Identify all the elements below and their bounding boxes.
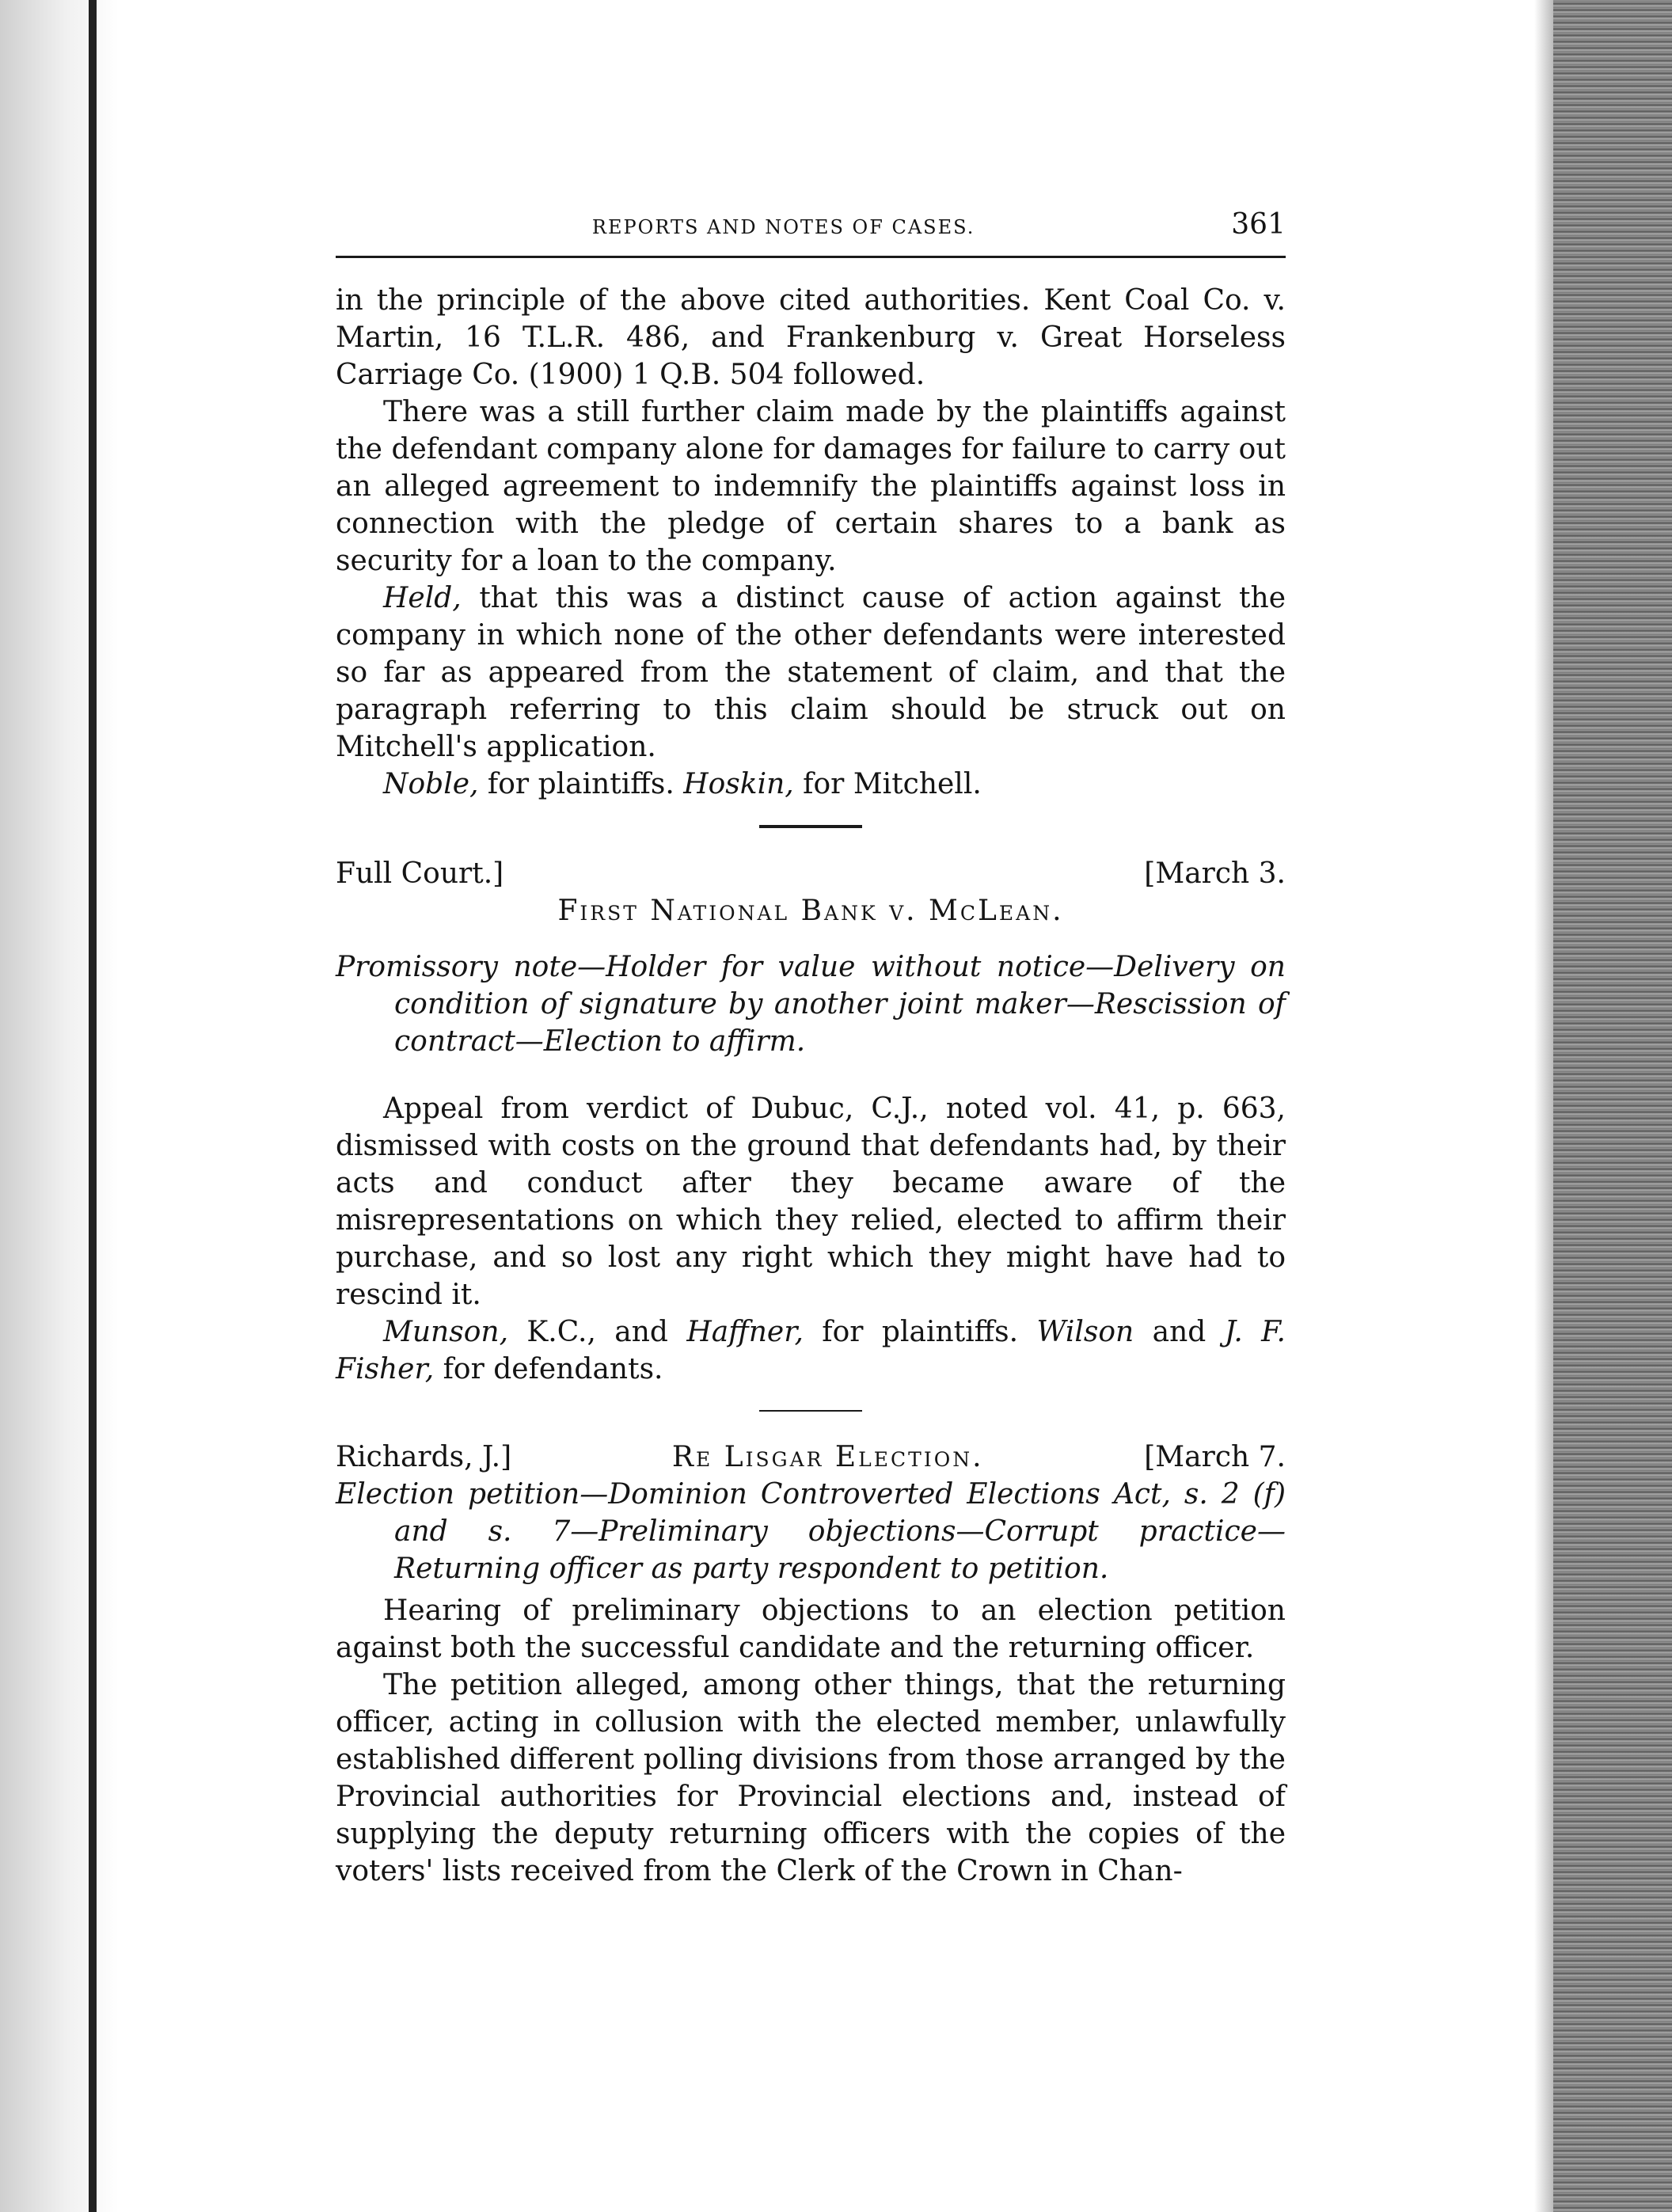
- counsel-name: Noble,: [383, 768, 479, 800]
- paragraph-further-claim: There was a still further claim made by the plaintiffs against the defendant company alone for damages for failure to carry out an alleged agreement to indemnify the plaintiffs against loss in connection with the pledge of certain shares to a bank as security for a loan to the company.: [336, 396, 1286, 577]
- court-name: Full Court.]: [336, 857, 504, 890]
- section-divider: [759, 825, 862, 828]
- counsel-name: Munson,: [383, 1316, 509, 1348]
- counsel-name: J. F. Fisher,: [336, 1316, 1286, 1385]
- case-title: Re Lisgar Election.: [671, 1441, 984, 1473]
- counsel-role: for plaintiffs.: [478, 768, 684, 800]
- case-heading-line: [336, 1439, 1286, 1476]
- counsel-role: and: [1134, 1316, 1225, 1348]
- page-header: [336, 206, 1286, 258]
- page-stack-edge: [1553, 0, 1672, 2212]
- catchwords: Promissory note—Holder for value without notice—Delivery on condition of signature by another joint maker—Rescission of contract—Election to affirm.: [336, 951, 1286, 1058]
- counsel-role: for plaintiffs.: [803, 1316, 1037, 1348]
- held-text: that this was a distinct cause of action against the company in which none of the other defendants were interested so far as appeared from the statement of claim, and that the paragraph referring to this claim should be struck out on Mitchell's application.: [336, 582, 1286, 763]
- book-gutter: [89, 0, 97, 2212]
- counsel-role: for Mitchell.: [793, 768, 982, 800]
- running-head: REPORTS AND NOTES OF CASES.: [591, 216, 975, 238]
- case-body: Appeal from verdict of Dubuc, C.J., noted vol. 41, p. 663, dismissed with costs on the ground that defendants had, by their acts and conduct after they became aware of the misrepresentations on which they relied, elected to affirm their purchase, and so lost any right which they might have had to rescind it.: [336, 1093, 1286, 1311]
- catchwords: Election petition—Dominion Controverted Elections Act, s. 2 (f) and s. 7—Preliminary objections—Corrupt practice—Returning officer as party respondent to petition.: [336, 1478, 1286, 1585]
- counsel-line: [336, 766, 1286, 803]
- counsel-name: Hoskin,: [683, 768, 794, 800]
- held-paragraph: [336, 580, 1286, 766]
- counsel-name: Haffner,: [686, 1316, 804, 1348]
- page-number: 361: [1231, 208, 1286, 241]
- counsel-role: for defendants.: [434, 1353, 663, 1385]
- section-divider: [759, 1410, 862, 1412]
- scan-shadow-left: [0, 0, 119, 2212]
- document-page: [336, 206, 1286, 1890]
- counsel-role: K.C., and: [508, 1316, 687, 1348]
- counsel-name: Wilson: [1036, 1316, 1134, 1348]
- hearing-paragraph: Hearing of preliminary objections to an election petition against both the successful candidate and the returning officer.: [336, 1594, 1286, 1664]
- decision-date: [March 3.: [1144, 857, 1286, 890]
- case-title: First National Bank v. McLean.: [557, 895, 1064, 927]
- petition-paragraph: The petition alleged, among other things, that the returning officer, acting in collusion with the elected member, unlawfully established different polling divisions from those arranged by the Provincial authorities for Provincial elections and, instead of supplying the deputy returning officers with the copies of the voters' lists received from the Clerk of the Crown in Chan-: [336, 1669, 1286, 1887]
- decision-date: [March 7.: [1144, 1441, 1286, 1473]
- held-label: Held,: [383, 582, 462, 614]
- judge-name: Richards, J.]: [336, 1441, 512, 1473]
- counsel-line: [336, 1313, 1286, 1388]
- court-line: [336, 855, 1286, 892]
- case-continuation: in the principle of the above cited authorities. Kent Coal Co. v. Martin, 16 T.L.R. 486, and Frankenburg v. Great Horseless Carriage Co. (1900) 1 Q.B. 504 followed.: [336, 284, 1286, 391]
- scan-edge-right: [1534, 0, 1553, 2212]
